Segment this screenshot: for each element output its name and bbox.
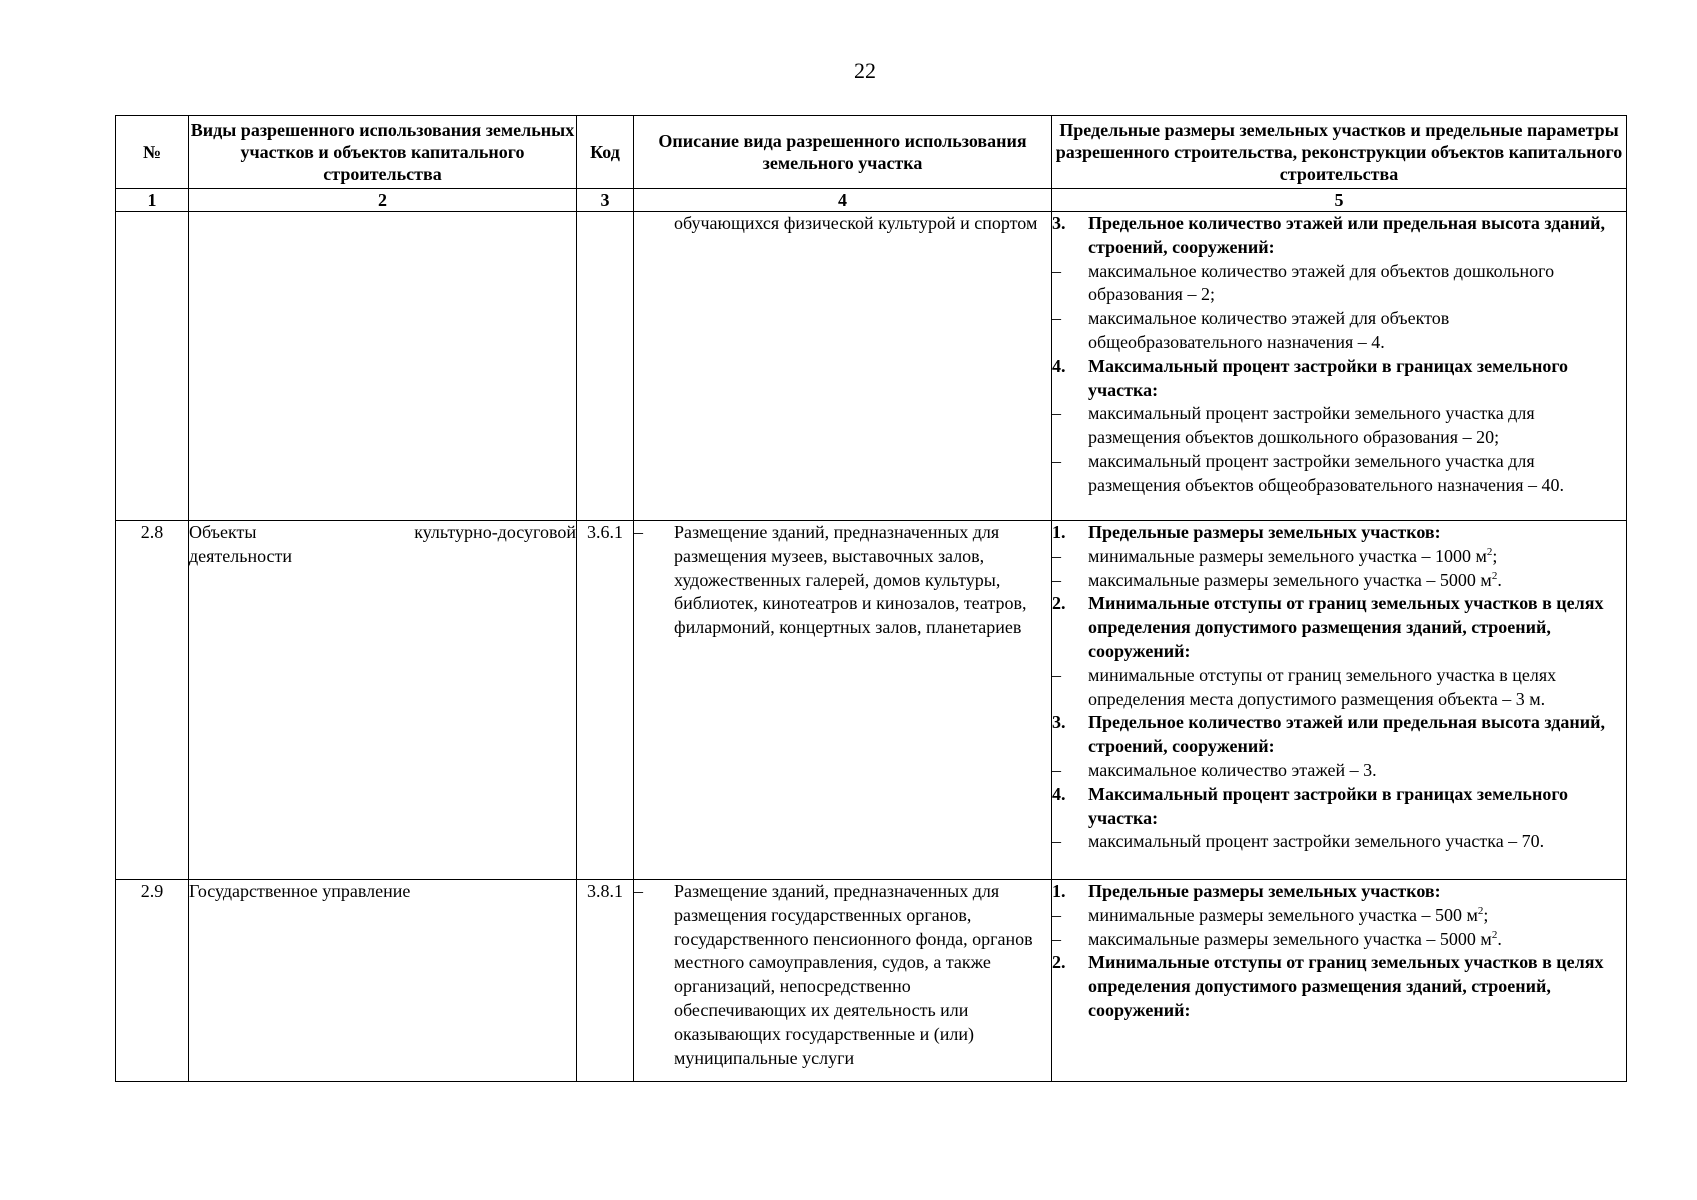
parameter-item: – максимальный процент застройки земельного участка для размещения объектов дошкольного образования – 20;	[1052, 403, 1535, 448]
header-parameters: Предельные размеры земельных участков и предельные параметры разрешенного строительства, реконструкции объектов капитального строительства	[1052, 116, 1627, 189]
column-number: 5	[1052, 189, 1627, 212]
parameter-heading: 1. Предельные размеры земельных участков:	[1052, 522, 1441, 542]
use-code	[577, 212, 634, 521]
description-text: Размещение зданий, предназначенных для размещения музеев, выставочных залов, художественных галерей, домов культуры, библиотек, кинотеатров и кинозалов, театров, филармоний, концертных залов, планетариев	[674, 522, 1027, 638]
table-row	[116, 521, 1627, 880]
parameter-heading: 2. Минимальные отступы от границ земельных участков в целях определения допустимого размещения зданий, строений, сооружений:	[1052, 593, 1604, 661]
dash-marker: –	[634, 881, 643, 901]
use-code: 3.6.1	[577, 521, 634, 880]
page-number: 22	[854, 58, 876, 83]
parameters-cell	[1052, 521, 1627, 880]
column-number: 3	[577, 189, 634, 212]
parameters-cell	[1052, 880, 1627, 1082]
parameter-item: – максимальный процент застройки земельного участка – 70.	[1052, 831, 1545, 852]
column-number: 2	[189, 189, 577, 212]
header-description: Описание вида разрешенного использования земельного участка	[634, 116, 1052, 189]
use-description	[634, 212, 1052, 521]
column-number: 4	[634, 189, 1052, 212]
parameter-heading: 4. Максимальный процент застройки в границах земельного участка:	[1052, 783, 1569, 828]
use-type-name	[189, 212, 577, 521]
table-row	[116, 212, 1627, 521]
header-code: Код	[577, 116, 634, 189]
use-type-name: Объекты культурно-досуговой деятельности	[189, 521, 577, 880]
parameters-cell	[1052, 212, 1627, 521]
parameter-heading: 3. Предельное количество этажей или предельная высота зданий, строений, сооружений:	[1052, 213, 1606, 257]
row-number: 2.8	[116, 521, 189, 880]
column-number: 1	[116, 189, 189, 212]
parameter-item: – максимальное количество этажей для объектов общеобразовательного назначения – 4.	[1052, 308, 1450, 352]
use-type-name: Государственное управление	[189, 880, 577, 1082]
column-numbers-row	[116, 189, 1627, 212]
parameter-item: – максимальные размеры земельного участка – 5000 $м^2$.	[1052, 569, 1502, 590]
parameter-heading: 1. Предельные размеры земельных участков:	[1052, 881, 1441, 901]
header-use-type: Виды разрешенного использования земельных участков и объектов капитального строительства	[189, 116, 577, 189]
parameter-item: – минимальные размеры земельного участка – 1000 $м^2$;	[1052, 545, 1498, 566]
table-header-row	[116, 116, 1627, 189]
use-description	[634, 521, 1052, 880]
use-code: 3.8.1	[577, 880, 634, 1082]
dash-marker: –	[634, 522, 643, 542]
row-number	[116, 212, 189, 521]
header-number: №	[116, 116, 189, 189]
regulations-table	[115, 115, 1627, 1082]
parameter-item: – максимальный процент застройки земельного участка для размещения объектов общеобразовательного назначения – 40.	[1052, 450, 1565, 495]
parameter-item: – максимальное количество этажей – 3.	[1052, 759, 1377, 780]
parameter-item: – минимальные размеры земельного участка – 500 $м^2$;	[1052, 904, 1489, 925]
parameter-item: – максимальное количество этажей для объектов дошкольного образования – 2;	[1052, 260, 1555, 305]
parameter-heading: 3. Предельное количество этажей или предельная высота зданий, строений, сооружений:	[1052, 712, 1606, 757]
row-number: 2.9	[116, 880, 189, 1082]
parameter-heading: 4. Максимальный процент застройки в границах земельного участка:	[1052, 355, 1569, 400]
parameter-item: – минимальные отступы от границ земельного участка в целях определения места допустимого размещения объекта – 3 м.	[1052, 664, 1557, 709]
description-text: Размещение зданий, предназначенных для размещения государственных органов, государственного пенсионного фонда, органов местного самоуправления, судов, а также организаций, непосредственно обеспечивающих их деятельность или оказывающих государственные и (или) муниципальные услуги	[674, 881, 1033, 1068]
table-row	[116, 880, 1627, 1082]
parameter-heading: 2. Минимальные отступы от границ земельных участков в целях определения допустимого размещения зданий, строений, сооружений:	[1052, 952, 1604, 1020]
parameter-item: – максимальные размеры земельного участка – 5000 $м^2$.	[1052, 928, 1502, 949]
use-description	[634, 880, 1052, 1082]
description-text: обучающихся физической культурой и спортом	[674, 213, 1038, 233]
